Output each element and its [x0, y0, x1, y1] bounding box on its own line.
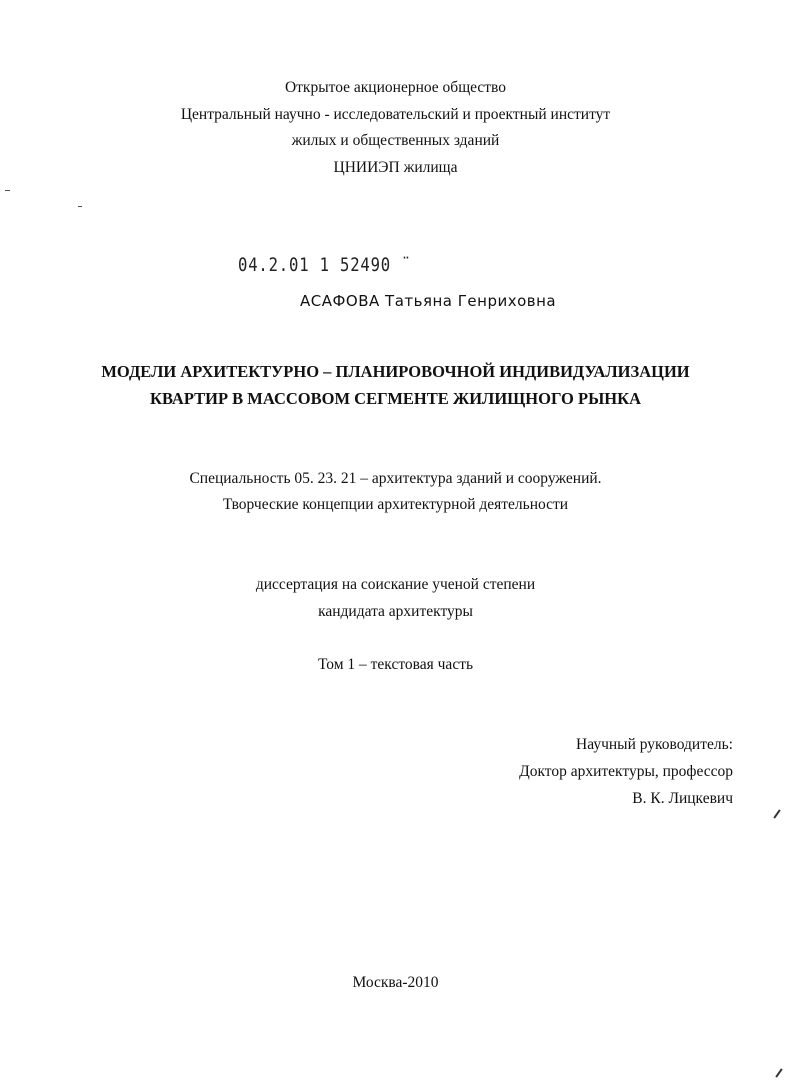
registration-number: 04.2.01 1 52490 ¨	[238, 254, 412, 276]
institute-short-name: ЦНИИЭП жилища	[333, 159, 458, 176]
supervisor-title: Доктор архитектуры, профессор	[519, 763, 733, 780]
specialty-line1: Специальность 05. 23. 21 – архитектура зданий и сооружений.	[189, 470, 602, 487]
supervisor-label: Научный руководитель:	[576, 736, 733, 753]
scan-mark	[773, 809, 780, 818]
scan-mark	[775, 1068, 782, 1077]
author-name: АСАФОВА Татьяна Генриховна	[300, 292, 557, 310]
dissertation-title-line1: МОДЕЛИ АРХИТЕКТУРНО – ПЛАНИРОВОЧНОЙ ИНДИВИДУАЛИЗАЦИИ	[101, 362, 690, 381]
degree-line1: диссертация на соискание ученой степени	[255, 576, 536, 593]
degree-line2: кандидата архитектуры	[318, 603, 473, 620]
city-year: Москва-2010	[352, 974, 439, 991]
institute-name: Центральный научно - исследовательский и проектный институт	[180, 106, 611, 123]
dissertation-title-line2: КВАРТИР В МАССОВОМ СЕГМЕНТЕ ЖИЛИЩНОГО РЫНКА	[149, 389, 642, 408]
org-type: Открытое акционерное общество	[284, 79, 507, 96]
specialty-line2: Творческие концепции архитектурной деятельности	[222, 496, 569, 513]
institute-name-cont: жилых и общественных зданий	[291, 132, 500, 149]
scan-speck	[5, 190, 10, 191]
supervisor-name: В. К. Лицкевич	[632, 790, 733, 807]
volume-label: Том 1 – текстовая часть	[317, 656, 474, 673]
scan-speck	[78, 206, 82, 207]
